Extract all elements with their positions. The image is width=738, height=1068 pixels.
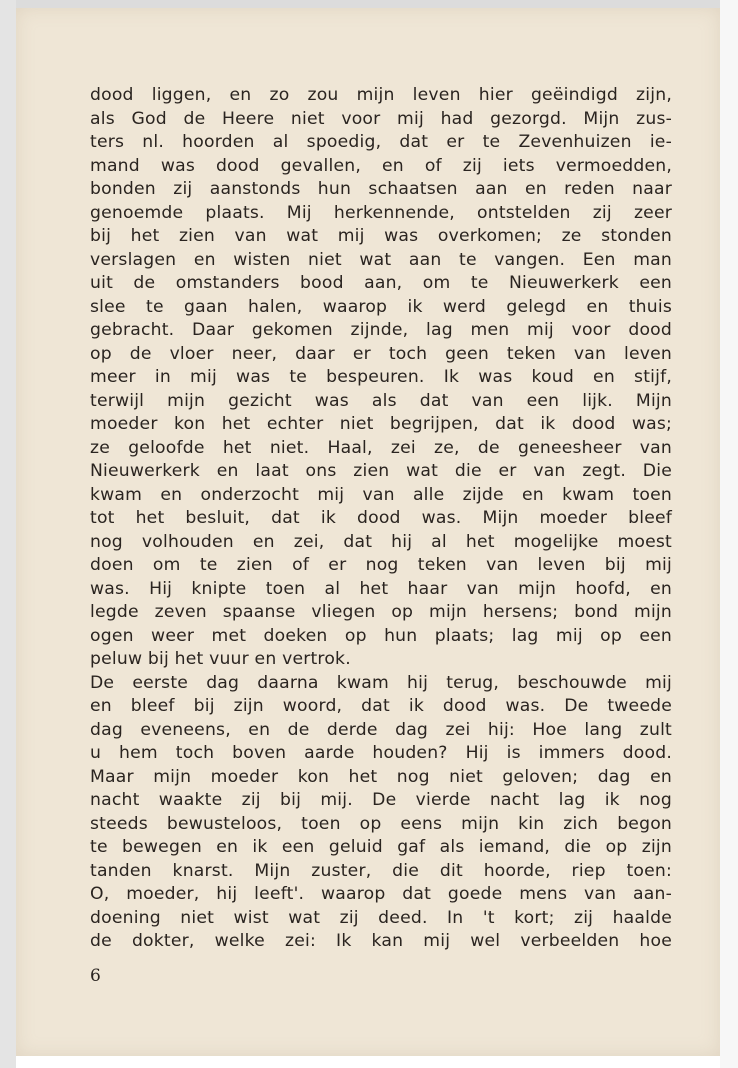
text-line: De eerste dag daarna kwam hij terug, beschouwde mij xyxy=(90,672,672,693)
text-line: dood liggen, en zo zou mijn leven hier geëindigd zijn, xyxy=(90,85,672,105)
text-line: nacht waakte zij bij mij. De vierde nacht lag ik nog xyxy=(90,790,672,810)
text-line: dag eveneens, en de derde dag zei hij: Hoe lang zult xyxy=(90,719,672,740)
text-line: steeds bewusteloos, toen op eens mijn kin zich begon xyxy=(90,813,672,834)
text-line: doening niet wist wat zij deed. In 't kort; zij haalde xyxy=(90,907,672,928)
text-line: Maar mijn moeder kon het nog niet geloven; dag en xyxy=(90,766,672,787)
text-line: mand was dood gevallen, en of zij iets vermoedden, xyxy=(90,155,672,176)
text-line: kwam en onderzocht mij van alle zijde en kwam toen xyxy=(90,484,672,505)
text-line: en bleef bij zijn woord, dat ik dood was. De tweede xyxy=(90,696,672,716)
text-line: meer in mij was te bespeuren. Ik was koud en stijf, xyxy=(90,367,672,387)
text-line: was. Hij knipte toen al het haar van mijn hoofd, en xyxy=(90,578,672,599)
text-line: slee te gaan halen, waarop ik werd gelegd en thuis xyxy=(90,296,672,317)
text-line: verslagen en wisten niet wat aan te vangen. Een man xyxy=(90,249,672,270)
text-line: tanden knarst. Mijn zuster, die dit hoorde, riep toen: xyxy=(90,860,672,881)
text-line: uit de omstanders bood aan, om te Nieuwerkerk een xyxy=(90,273,672,293)
text-line: legde zeven spaanse vliegen op mijn hersens; bond mijn xyxy=(90,602,672,622)
text-line: u hem toch boven aarde houden? Hij is immers dood. xyxy=(90,743,672,763)
scan-border-right xyxy=(720,0,738,1068)
text-line: de dokter, welke zei: Ik kan mij wel verbeelden hoe xyxy=(90,931,672,951)
text-line: op de vloer neer, daar er toch geen teken van leven xyxy=(90,343,672,364)
text-line: als God de Heere niet voor mij had gezorgd. Mijn zus- xyxy=(90,108,672,129)
scan-border-left xyxy=(0,0,16,1068)
text-line: O, moeder, hij leeft'. waarop dat goede mens van aan- xyxy=(90,884,672,904)
body-text xyxy=(90,84,672,954)
text-line: doen om te zien of er nog teken van leven bij mij xyxy=(90,555,672,575)
page-number: 6 xyxy=(90,966,101,986)
text-line: bij het zien van wat mij was overkomen; ze stonden xyxy=(90,226,672,246)
text-line: Nieuwerkerk en laat ons zien wat die er van zegt. Die xyxy=(90,461,672,481)
text-line: bonden zij aanstonds hun schaatsen aan en reden naar xyxy=(90,179,672,199)
text-line: ters nl. hoorden al spoedig, dat er te Zevenhuizen ie- xyxy=(90,132,672,152)
text-line: tot het besluit, dat ik dood was. Mijn moeder bleef xyxy=(90,508,672,528)
text-line: genoemde plaats. Mij herkennende, ontstelden zij zeer xyxy=(90,202,672,223)
text-line: terwijl mijn gezicht was als dat van een lijk. Mijn xyxy=(90,390,672,411)
text-line: ze geloofde het niet. Haal, zei ze, de geneesheer van xyxy=(90,437,672,458)
text-line: te bewegen en ik een geluid gaf als iemand, die op zijn xyxy=(90,837,672,857)
text-line: ogen weer met doeken op hun plaats; lag mij op een xyxy=(90,625,672,646)
text-line: gebracht. Daar gekomen zijnde, lag men mij voor dood xyxy=(90,320,672,340)
text-line: moeder kon het echter niet begrijpen, dat ik dood was; xyxy=(90,414,672,434)
text-line: peluw bij het vuur en vertrok. xyxy=(90,649,351,669)
text-line: nog volhouden en zei, dat hij al het mogelijke moest xyxy=(90,531,672,552)
